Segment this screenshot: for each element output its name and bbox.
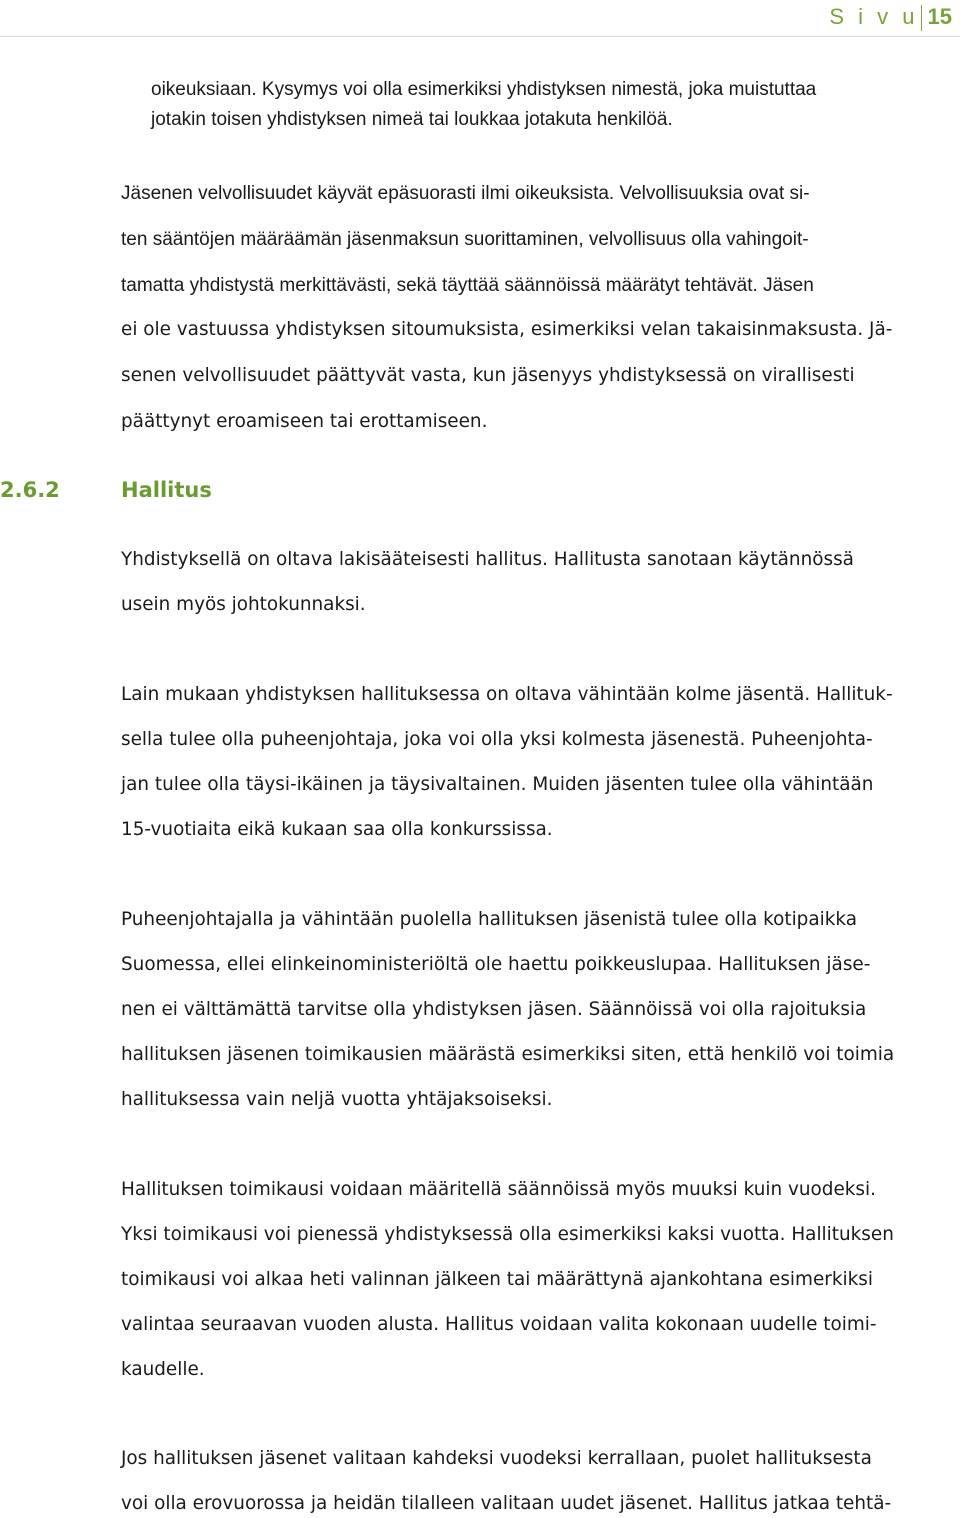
header-divider xyxy=(921,5,922,31)
section-title: Hallitus xyxy=(121,478,212,502)
paragraph-line: hallituksessa vain neljä vuotta yhtäjaksoiseksi. xyxy=(121,1089,553,1110)
page-header xyxy=(829,4,952,31)
paragraph-line: ei ole vastuussa yhdistyksen sitoumuksista, esimerkiksi velan takaisinmaksusta. Jä- xyxy=(121,319,893,340)
paragraph-3 xyxy=(121,684,893,840)
paragraph-line: Jäsenen velvollisuudet käyvät epäsuorasti ilmi oikeuksista. Velvollisuuksia ovat si- xyxy=(121,183,810,204)
paragraph-line: Jos hallituksen jäsenet valitaan kahdeksi vuodeksi kerrallaan, puolet hallituksesta xyxy=(121,1448,872,1469)
paragraph-line: kaudelle. xyxy=(121,1359,205,1380)
paragraph-line: valintaa seuraavan vuoden alusta. Hallitus voidaan valita kokonaan uudelle toimi- xyxy=(121,1314,877,1335)
paragraph-line: Yhdistyksellä on oltava lakisääteisesti hallitus. Hallitusta sanotaan käytännössä xyxy=(121,549,854,570)
paragraph-line: Yksi toimikausi voi pienessä yhdistyksessä olla esimerkiksi kaksi vuotta. Hallituksen xyxy=(121,1224,894,1245)
paragraph-line: oikeuksiaan. Kysymys voi olla esimerkiksi yhdistyksen nimestä, joka muistuttaa xyxy=(151,79,817,100)
paragraph-line: Lain mukaan yhdistyksen hallituksessa on oltava vähintään kolme jäsentä. Hallituk- xyxy=(121,684,893,705)
paragraph-line: sella tulee olla puheenjohtaja, joka voi olla yksi kolmesta jäsenestä. Puheenjohta- xyxy=(121,729,873,750)
page-number: 15 xyxy=(927,4,952,29)
paragraph-line: 15-vuotiaita eikä kukaan saa olla konkurssissa. xyxy=(121,819,553,840)
paragraph-2 xyxy=(121,549,854,615)
paragraph-line: jotakin toisen yhdistyksen nimeä tai loukkaa jotakuta henkilöä. xyxy=(151,109,673,130)
paragraph-line: Suomessa, ellei elinkeinoministeriöltä ole haettu poikkeuslupaa. Hallituksen jäse- xyxy=(121,954,871,975)
paragraph-6 xyxy=(121,1448,892,1514)
paragraph-line: senen velvollisuudet päättyvät vasta, kun jäsenyys yhdistyksessä on virallisesti xyxy=(121,365,855,386)
paragraph-line: Hallituksen toimikausi voidaan määritellä säännöissä myös muuksi kuin vuodeksi. xyxy=(121,1179,876,1200)
paragraph-line: nen ei välttämättä tarvitse olla yhdistyksen jäsen. Säännöissä voi olla rajoituksia xyxy=(121,999,867,1020)
paragraph-1-cont xyxy=(121,319,893,432)
paragraph-4 xyxy=(121,909,895,1110)
paragraph-line: voi olla erovuorossa ja heidän tilalleen valitaan uudet jäsenet. Hallitus jatkaa tehtä- xyxy=(121,1493,892,1514)
paragraph-line: hallituksen jäsenen toimikausien määrästä esimerkiksi siten, että henkilö voi toimia xyxy=(121,1044,895,1065)
page-label: S i v u xyxy=(829,4,919,29)
paragraph-line: jan tulee olla täysi-ikäinen ja täysivaltainen. Muiden jäsenten tulee olla vähintään xyxy=(121,774,874,795)
paragraph-line: Puheenjohtajalla ja vähintään puolella hallituksen jäsenistä tulee olla kotipaikka xyxy=(121,909,857,930)
paragraph-line: usein myös johtokunnaksi. xyxy=(121,594,366,615)
paragraph-1 xyxy=(121,183,814,296)
paragraph-line: tamatta yhdistystä merkittävästi, sekä täyttää säännöissä määrätyt tehtävät. Jäsen xyxy=(121,275,814,296)
section-number: 2.6.2 xyxy=(0,478,60,502)
paragraph-line: päättynyt eroamiseen tai erottamiseen. xyxy=(121,411,488,432)
paragraph-0 xyxy=(151,79,817,145)
paragraph-line: ten sääntöjen määräämän jäsenmaksun suorittaminen, velvollisuus olla vahingoit- xyxy=(121,229,809,250)
header-rule xyxy=(0,36,960,37)
paragraph-5 xyxy=(121,1179,894,1380)
paragraph-line: toimikausi voi alkaa heti valinnan jälkeen tai määrättynä ajankohtana esimerkiksi xyxy=(121,1269,873,1290)
